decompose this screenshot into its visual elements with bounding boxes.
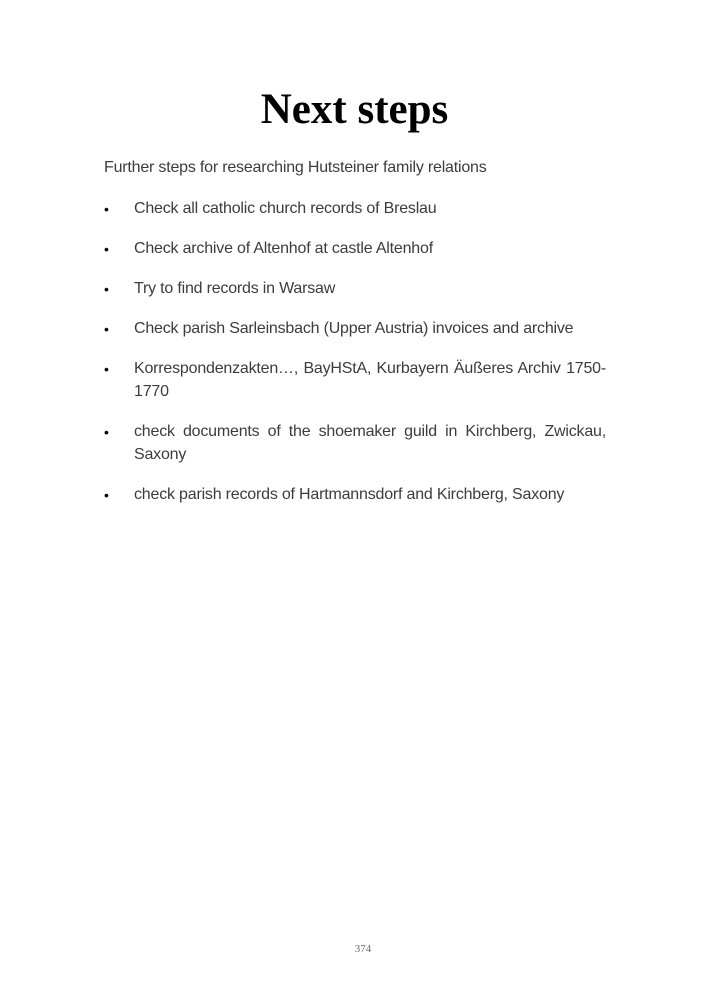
step-text: Check archive of Altenhof at castle Altenhof (134, 240, 433, 257)
list-item (104, 317, 606, 340)
list-item (104, 197, 606, 220)
list-item (104, 483, 606, 506)
next-steps-list (104, 197, 606, 523)
step-text: Try to find records in Warsaw (134, 280, 336, 297)
list-item (104, 357, 606, 403)
bullet-icon: • (104, 487, 109, 503)
bullet-icon: • (104, 424, 109, 440)
page-title: Next steps (260, 86, 449, 133)
bullet-icon: • (104, 241, 109, 257)
list-item (104, 277, 606, 300)
step-text: Check parish Sarleinsbach (Upper Austria) invoices and archive (134, 320, 574, 337)
bullet-icon: • (104, 321, 109, 337)
bullet-icon: • (104, 201, 109, 217)
intro-paragraph: Further steps for researching Hutsteiner family relations (104, 159, 487, 176)
bullet-icon: • (104, 361, 109, 377)
step-text: Korrespondenzakten…, BayHStA, Kurbayern Äußeres Archiv 1750-1770 (134, 360, 606, 400)
page-number: 374 (354, 943, 372, 955)
bullet-icon: • (104, 281, 109, 297)
list-item (104, 237, 606, 260)
step-text: check documents of the shoemaker guild in Kirchberg, Zwickau, Saxony (134, 423, 606, 463)
step-text: check parish records of Hartmannsdorf and Kirchberg, Saxony (134, 486, 565, 503)
step-text: Check all catholic church records of Breslau (134, 200, 437, 217)
list-item (104, 420, 606, 466)
